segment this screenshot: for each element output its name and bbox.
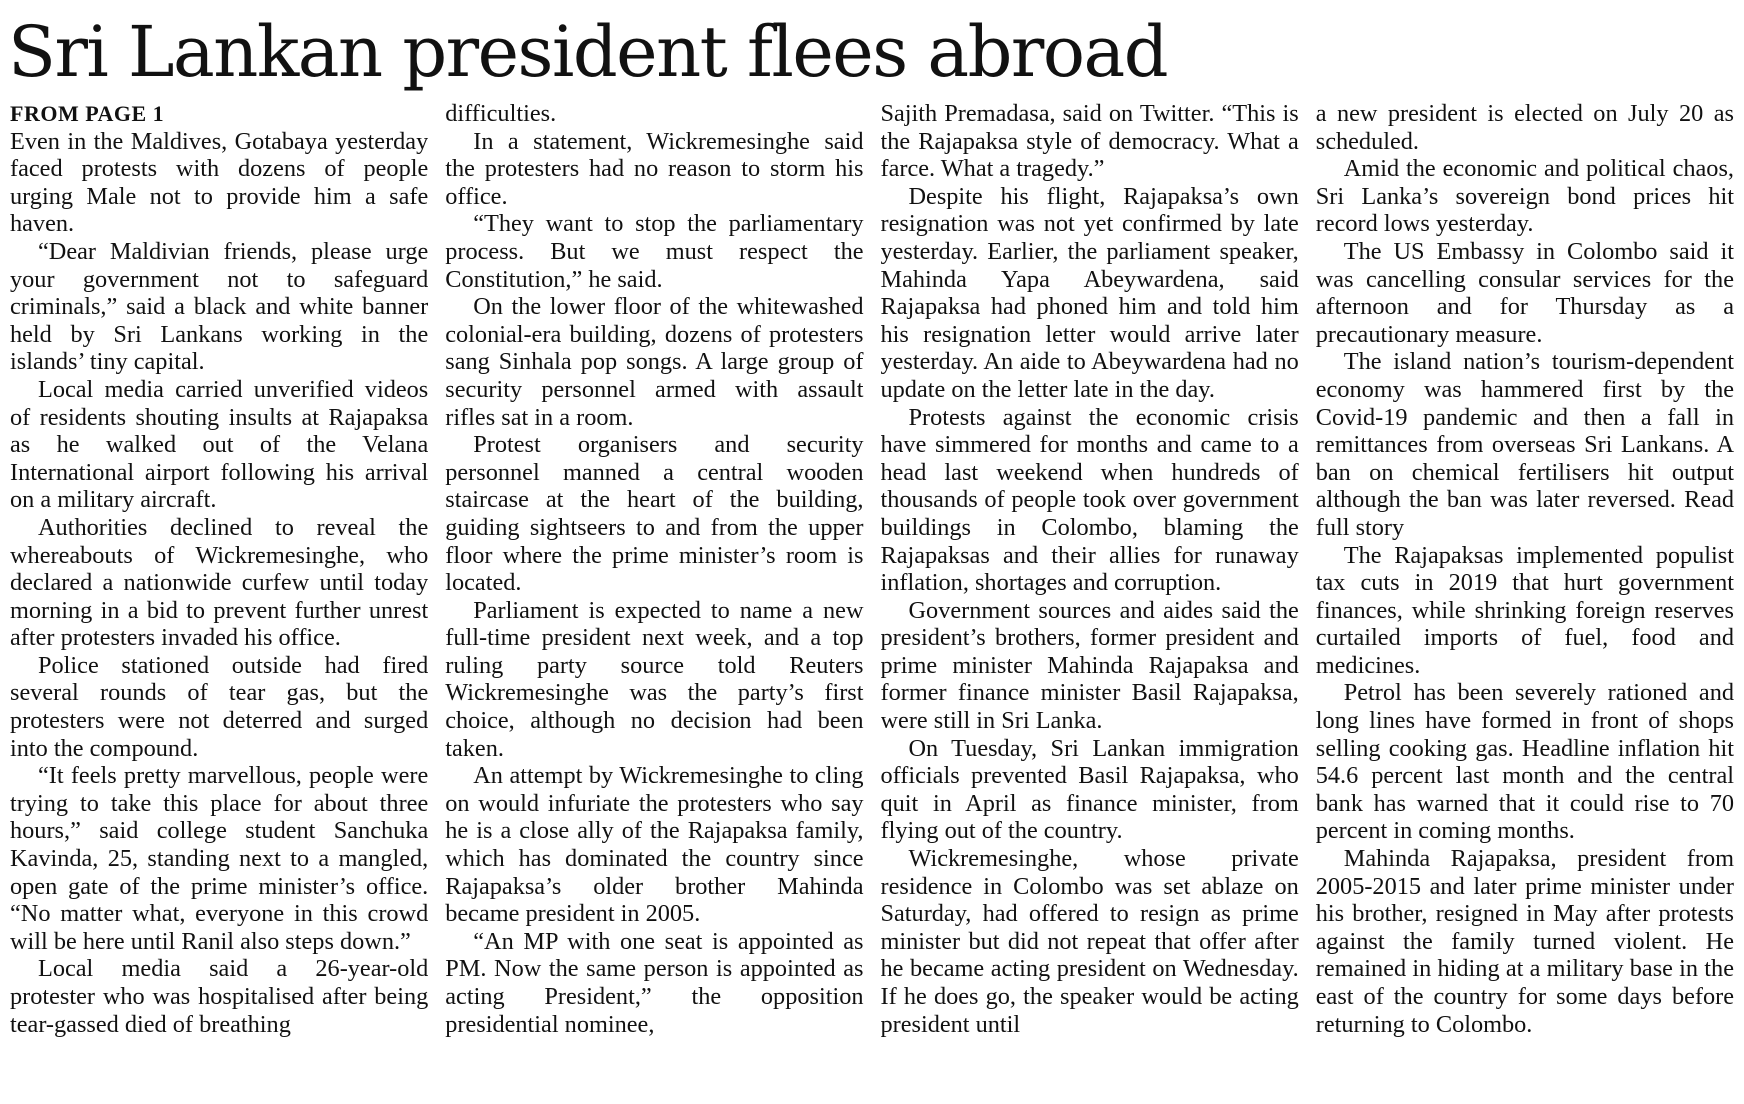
paragraph: “They want to stop the parliamentary process. But we must respect the Constitution,” he said. [445,210,864,293]
paragraph: Police stationed outside had fired several rounds of tear gas, but the protesters were not deterred and surged into the compound. [10,651,429,762]
paragraph: On the lower floor of the whitewashed colonial-era building, dozens of protesters sang Sinhala pop songs. A large group of security personnel armed with assault rifles sat in a room. [445,293,864,431]
continuation-kicker: FROM PAGE 1 [10,101,165,126]
paragraph: Parliament is expected to name a new full-time president next week, and a top ruling party source told Reuters Wickremesinghe was the party’s first choice, although no decision had been taken. [445,596,864,762]
text-column-1 [10,100,428,1090]
article-body [10,100,1734,1090]
paragraph: Authorities declined to reveal the whereabouts of Wickremesinghe, who declared a nationwide curfew until today morning in a bid to prevent further unrest after protesters invaded his office. [10,513,429,652]
paragraph: Protest organisers and security personnel manned a central wooden staircase at the heart of the building, guiding sightseers to and from the upper floor where the prime minister’s room is located. [445,431,864,597]
paragraph: Local media said a 26-year-old protester who was hospitalised after being tear-gassed died of breathing [10,955,429,1038]
paragraph: “It feels pretty marvellous, people were trying to take this place for about three hours,” said college student Sanchuka Kavinda, 25, standing next to a mangled, open gate of the prime minister’s office. “No matter what, everyone in this crowd will be here until Ranil also steps down.” [10,762,429,955]
paragraph: “Dear Maldivian friends, please urge your government not to safeguard criminals,” said a black and white banner held by Sri Lankans working in the islands’ tiny capital. [10,237,429,376]
text-column-2 [445,100,863,1090]
paragraph-continued: Sajith Premadasa, said on Twitter. “This is the Rajapaksa style of democracy. What a farce. What a tragedy.” [880,100,1299,183]
paragraph: Even in the Maldives, Gotabaya yesterday faced protests with dozens of people urging Male not to provide him a safe haven. [10,127,429,238]
paragraph: Local media carried unverified videos of residents shouting insults at Rajapaksa as he walked out of the Velana International airport following his arrival on a military aircraft. [10,375,429,514]
paragraph: Mahinda Rajapaksa, president from 2005-2015 and later prime minister under his brother, resigned in May after protests against the family turned violent. He remained in hiding at a military base in the east of the country for some days before returning to Colombo. [1315,845,1734,1038]
paragraph: Government sources and aides said the president’s brothers, former president and prime minister Mahinda Rajapaksa and former finance minister Basil Rajapaksa, were still in Sri Lanka. [880,596,1299,735]
paragraph: The Rajapaksas implemented populist tax cuts in 2019 that hurt government finances, while shrinking foreign reserves curtailed imports of fuel, food and medicines. [1315,541,1734,679]
paragraph: Amid the economic and political chaos, Sri Lanka’s sovereign bond prices hit record lows yesterday. [1315,155,1734,238]
paragraph: “An MP with one seat is appointed as PM. Now the same person is appointed as acting President,” the opposition presidential nominee, [445,927,864,1038]
paragraph: On Tuesday, Sri Lankan immigration officials prevented Basil Rajapaksa, who quit in April as finance minister, from flying out of the country. [880,734,1299,845]
paragraph: An attempt by Wickremesinghe to cling on would infuriate the protesters who say he is a close ally of the Rajapaksa family, which has dominated the country since Rajapaksa’s older brother Mahinda became president in 2005. [445,762,864,928]
paragraph-continued: a new president is elected on July 20 as scheduled. [1315,100,1734,155]
paragraph: In a statement, Wickremesinghe said the protesters had no reason to storm his office. [445,127,864,210]
paragraph: Protests against the economic crisis have simmered for months and came to a head last weekend when hundreds of thousands of people took over government buildings in Colombo, blaming the Rajapaksas and their allies for runaway inflation, shortages and corruption. [880,403,1299,597]
paragraph: The US Embassy in Colombo said it was cancelling consular services for the afternoon and for Thursday as a precautionary measure. [1315,237,1734,348]
text-column-4 [1316,100,1734,1090]
headline: Sri Lankan president flees abroad [8,11,1168,93]
paragraph: The island nation’s tourism-dependent economy was hammered first by the Covid-19 pandemic and then a fall in remittances from overseas Sri Lankans. A ban on chemical fertilisers hit output although the ban was later reversed. Read full story [1315,348,1734,541]
paragraph: Petrol has been severely rationed and long lines have formed in front of shops selling cooking gas. Headline inflation hit 54.6 percent last month and the central bank has warned that it could rise to 70 percent in coming months. [1315,679,1734,845]
text-column-3 [881,100,1299,1090]
paragraph-continued: difficulties. [445,100,557,127]
paragraph: Wickremesinghe, whose private residence in Colombo was set ablaze on Saturday, had offered to resign as prime minister but did not repeat that offer after he became acting president on Wednesday. If he does go, the speaker would be acting president until [880,845,1299,1038]
paragraph: Despite his flight, Rajapaksa’s own resignation was not yet confirmed by late yesterday. Earlier, the parliament speaker, Mahinda Yapa Abeywardena, said Rajapaksa had phoned him and told him his resignation letter would arrive later yesterday. An aide to Abeywardena had no update on the letter late in the day. [880,182,1299,403]
